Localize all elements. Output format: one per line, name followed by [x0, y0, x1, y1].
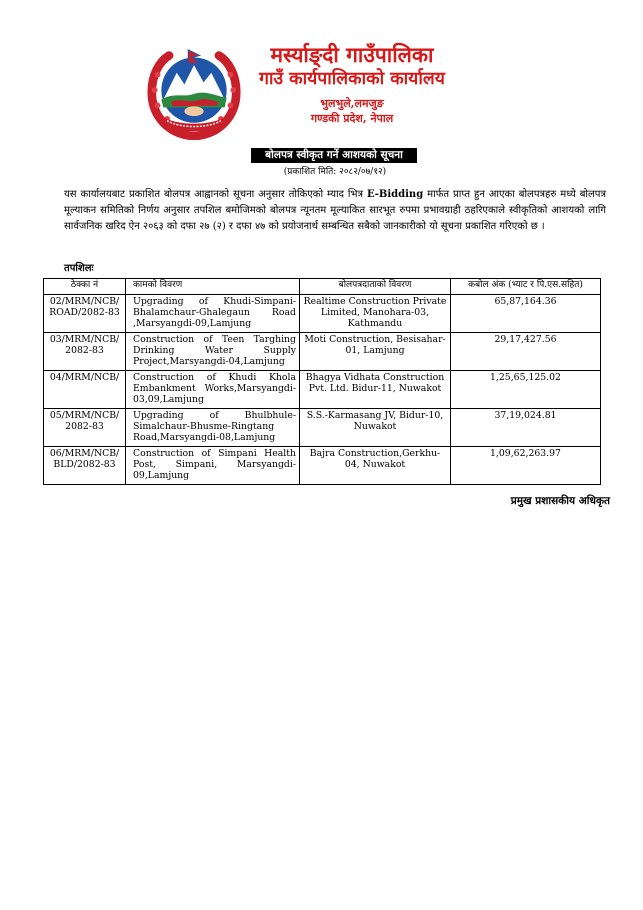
- notice-title: बोलपत्र स्वीकृत गर्ने आशयको सूचना: [251, 148, 417, 163]
- office-name: गाउँ कार्यपालिकाको कार्यालय: [259, 69, 445, 89]
- bidder-details: Bhagya Vidhata Construction Pvt. Ltd. Bidur-11, Nuwakot: [300, 371, 451, 409]
- municipality-name: मर्स्याङ्दी गाउँपालिका: [270, 42, 434, 67]
- paragraph-bold-term: E-Bidding: [366, 189, 424, 200]
- paragraph-text-start: यस कार्यालयबाट प्रकाशित बोलपत्र आह्वानको सूचना अनुसार तोकिएको म्याद भित्र: [64, 189, 367, 200]
- work-description: Upgrading of Bhulbhule-Simalchaur-Bhusme-Ringtang Road,Marsyangdi-08,Lamjung: [126, 409, 300, 447]
- bid-amount: 1,09,62,263.97: [451, 447, 601, 485]
- bid-amount: 29,17,427.56: [451, 333, 601, 371]
- work-description: Construction of Teen Targhing Drinking Water Supply Project,Marsyangdi-04,Lamjung: [126, 333, 300, 371]
- table-header-row: [44, 279, 601, 295]
- table-row: [44, 333, 601, 371]
- contract-no: 04/MRM/NCB/: [44, 371, 126, 409]
- bid-amount: 37,19,024.81: [451, 409, 601, 447]
- header-bid-amount: कबोल अंक (भ्याट र पि.एस.सहित): [451, 279, 601, 295]
- bidder-details: Moti Construction, Besisahar-01, Lamjung: [300, 333, 451, 371]
- table-row: [44, 447, 601, 485]
- bidder-details: Realtime Construction Private Limited, Manohara-03, Kathmandu: [300, 295, 451, 333]
- bid-amount: 1,25,65,125.02: [451, 371, 601, 409]
- work-description: Upgrading of Khudi-Simpani-Bhalamchaur-Ghalegaun Road ,Marsyangdi-09,Lamjung: [126, 295, 300, 333]
- table-row: [44, 295, 601, 333]
- details-label: तपशिलः: [64, 263, 94, 274]
- table-row: [44, 371, 601, 409]
- bid-acceptance-table: [43, 278, 601, 485]
- signatory-title: प्रमुख प्रशासकीय अधिकृत: [510, 495, 610, 507]
- work-description: Construction of Simpani Health Post, Simpani, Marsyangdi-09,Lamjung: [126, 447, 300, 485]
- table-row: [44, 409, 601, 447]
- header-contract-no: ठेक्का नं: [44, 279, 126, 295]
- office-location: भुलभुले,लमजुङ: [320, 97, 384, 110]
- notice-paragraph: [64, 187, 606, 235]
- contract-no: 05/MRM/NCB/ 2082-83: [44, 409, 126, 447]
- published-date: (प्रकाशित मिति: २०८२/०७/१२): [283, 167, 387, 177]
- work-description: Construction of Khudi Khola Embankment Works,Marsyangdi-03,09,Lamjung: [126, 371, 300, 409]
- contract-no: 06/MRM/NCB/ BLD/2082-83: [44, 447, 126, 485]
- contract-no: 03/MRM/NCB/ 2082-83: [44, 333, 126, 371]
- header-work-description: कामको विवरण: [126, 279, 300, 295]
- bidder-details: Bajra Construction,Gerkhu-04, Nuwakot: [300, 447, 451, 485]
- bid-amount: 65,87,164.36: [451, 295, 601, 333]
- contract-no: 02/MRM/NCB/ ROAD/2082-83: [44, 295, 126, 333]
- nepal-government-emblem-icon: [146, 44, 242, 140]
- office-province: गण्डकी प्रदेश, नेपाल: [310, 112, 394, 125]
- header-bidder-details: बोलपत्रदाताको विवरण: [300, 279, 451, 295]
- bidder-details: S.S.-Karmasang JV, Bidur-10, Nuwakot: [300, 409, 451, 447]
- paragraph-text-end: मार्फत प्राप्त हुन आएका बोलपत्रहरु मध्ये बोलपत्र मूल्याकन समितिको निर्णय अनुसार तपशिल बमोजिमको बोलपत्र न्यूनतम मूल्याकित सारभूत रुपमा प्रभावग्राही ठहरिएकाले स्वीकृतिको आशयको लागि सार्वजनिक खरिद ऐन २०६३ को दफा २७ (२) र दफा ४७ को प्रयोजनार्थ सम्बन्धित सबैको जानकारीको यो सूचना प्रकाशित गरिएको छ ।: [64, 189, 607, 232]
